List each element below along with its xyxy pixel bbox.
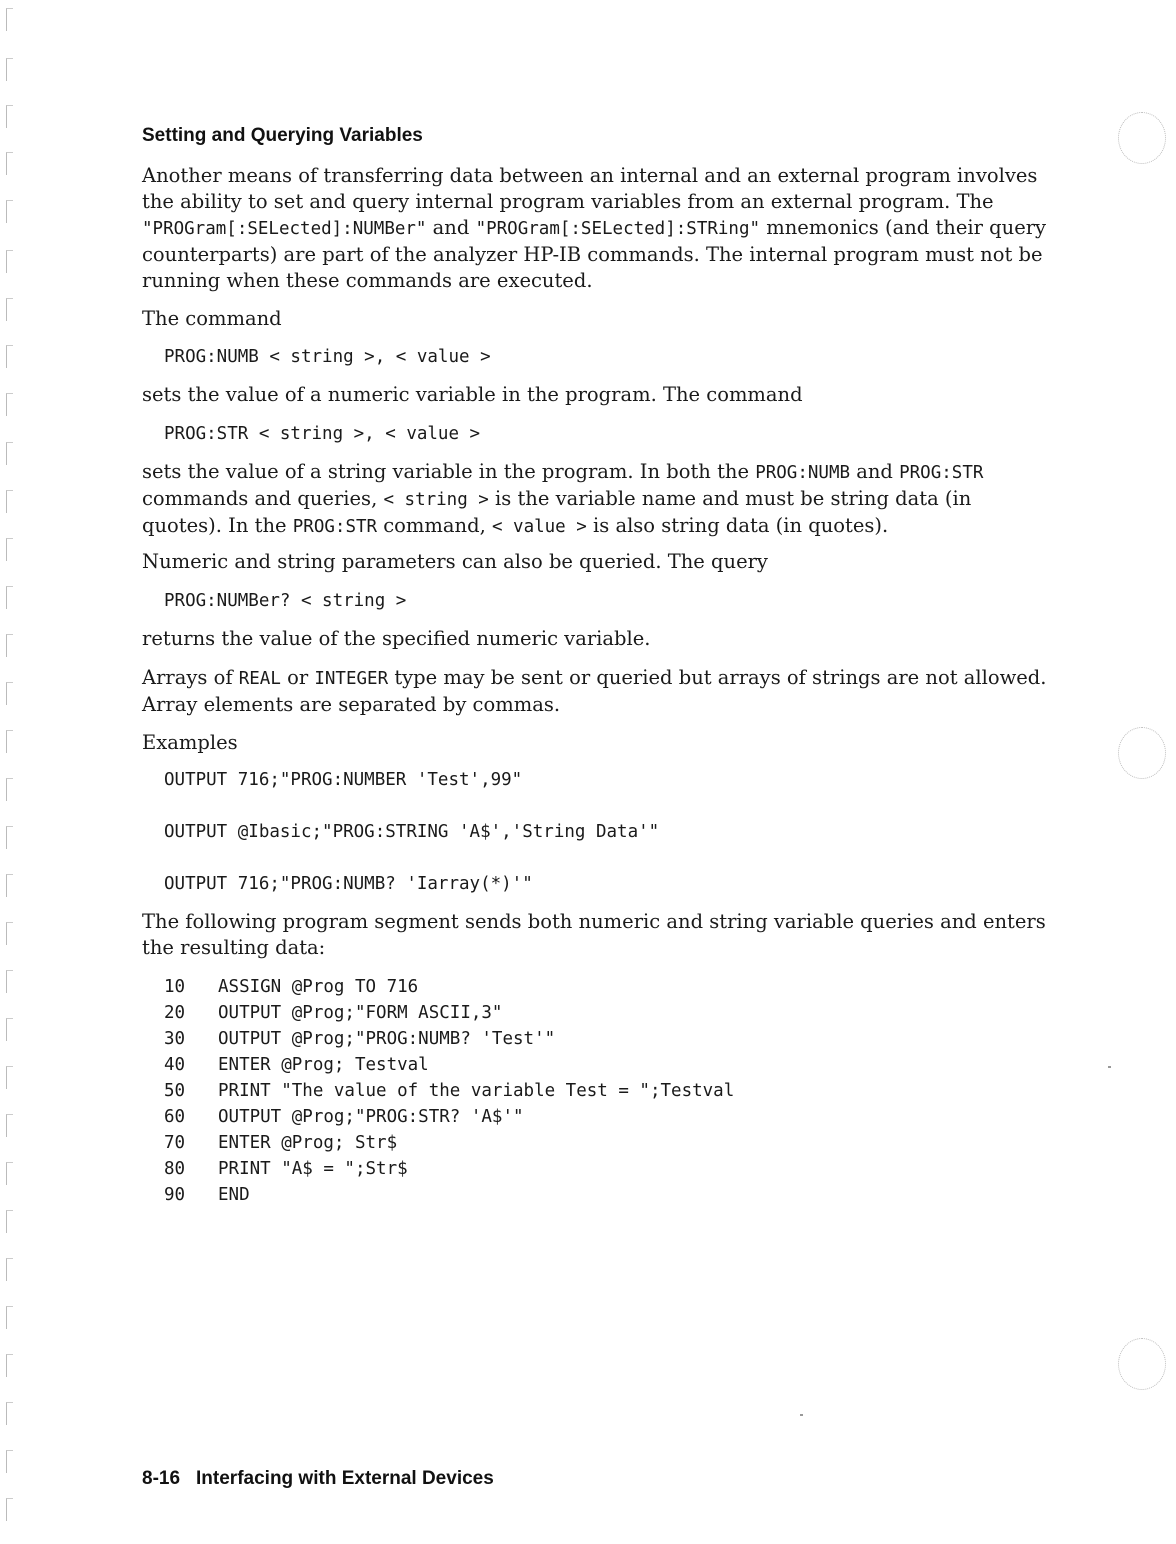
- prog-numb-query-command: PROG:NUMBer? < string >: [164, 591, 407, 611]
- program-line: 80 PRINT "A$ = ";Str$: [164, 1159, 408, 1179]
- scan-edge-mark: [6, 682, 13, 705]
- sets-string-paragraph: sets the value of a string variable in the program. In both the PROG:NUMB and PROG:STR commands and queries, < string > is the variable name and must be string data (in quotes). In the PROG:STR command, < value > is also string data (in quotes).: [142, 460, 984, 537]
- program-line: 40 ENTER @Prog; Testval: [164, 1055, 429, 1075]
- scan-edge-mark: [6, 105, 13, 128]
- scan-edge-mark: [6, 1402, 13, 1425]
- page-footer: [142, 1468, 494, 1490]
- examples-label: Examples: [142, 731, 238, 754]
- program-line: 50 PRINT "The value of the variable Test = ";Testval: [164, 1081, 735, 1101]
- scan-edge-mark: [6, 970, 13, 993]
- scan-speck: [1108, 1066, 1111, 1068]
- scan-edge-mark: [6, 1354, 13, 1377]
- prog-str-command: PROG:STR < string >, < value >: [164, 424, 481, 444]
- scan-edge-mark: [6, 874, 13, 897]
- scan-edge-mark: [6, 1162, 13, 1185]
- program-line: 20 OUTPUT @Prog;"FORM ASCII,3": [164, 1003, 503, 1023]
- scan-edge-mark: [6, 1066, 13, 1089]
- example-line: OUTPUT @Ibasic;"PROG:STRING 'A$','String Data'": [164, 822, 660, 842]
- scan-edge-mark: [6, 1258, 13, 1281]
- scan-edge-mark: [6, 538, 13, 561]
- scan-edge-mark: [6, 250, 13, 273]
- sets-numeric-text: sets the value of a numeric variable in the program. The command: [142, 383, 803, 406]
- punch-hole: [1118, 112, 1166, 164]
- scan-edge-mark: [6, 393, 13, 416]
- scan-edge-mark: [6, 1114, 13, 1137]
- scan-edge-mark: [6, 1450, 13, 1473]
- scan-edge-mark: [6, 778, 13, 801]
- scan-edge-mark: [6, 634, 13, 657]
- program-line: 70 ENTER @Prog; Str$: [164, 1133, 398, 1153]
- scan-edge-mark: [6, 152, 13, 175]
- the-command-text: The command: [142, 307, 282, 330]
- program-line: 30 OUTPUT @Prog;"PROG:NUMB? 'Test'": [164, 1029, 556, 1049]
- scan-edge-mark: [6, 490, 13, 513]
- scan-edge-mark: [6, 442, 13, 465]
- scan-edge-mark: [6, 586, 13, 609]
- scan-edge-mark: [6, 1306, 13, 1329]
- scan-edge-mark: [6, 1210, 13, 1233]
- chapter-title: Interfacing with External Devices: [196, 1468, 494, 1489]
- punch-hole: [1118, 727, 1166, 779]
- prog-numb-command: PROG:NUMB < string >, < value >: [164, 347, 491, 367]
- example-line: OUTPUT 716;"PROG:NUMB? 'Iarray(*)'": [164, 874, 533, 894]
- scan-edge-mark: [6, 345, 13, 368]
- section-heading: Setting and Querying Variables: [142, 125, 423, 146]
- following-paragraph: The following program segment sends both numeric and string variable queries and enters the resulting data:: [142, 910, 1046, 959]
- scan-edge-mark: [6, 922, 13, 945]
- scan-edge-mark: [6, 58, 13, 81]
- program-line: 90 END: [164, 1185, 250, 1205]
- scan-edge-mark: [6, 298, 13, 321]
- punch-hole: [1118, 1338, 1166, 1390]
- returns-text: returns the value of the specified numeric variable.: [142, 627, 651, 650]
- page-number: 8-16: [142, 1468, 181, 1489]
- scan-speck: [800, 1414, 803, 1416]
- intro-paragraph: Another means of transferring data between an internal and an external program involves the ability to set and query internal program variables from an external program. The "PROGram[:SELected]:NUMBer" and "PROGram[:SELected]:STRing" mnemonics (and their query counterparts) are part of the analyzer HP-IB commands. The internal program must not be running when these commands are executed.: [142, 164, 1047, 292]
- scan-edge-mark: [6, 1018, 13, 1041]
- program-line: 60 OUTPUT @Prog;"PROG:STR? 'A$'": [164, 1107, 524, 1127]
- arrays-paragraph: Arrays of REAL or INTEGER type may be sent or queried but arrays of strings are not allowed. Array elements are separated by commas.: [142, 666, 1047, 716]
- scan-edge-mark: [6, 8, 13, 31]
- numeric-query-text: Numeric and string parameters can also be queried. The query: [142, 550, 768, 573]
- scan-edge-mark: [6, 1498, 13, 1521]
- program-listing: [164, 974, 734, 1208]
- scan-edge-mark: [6, 200, 13, 223]
- scan-edge-mark: [6, 730, 13, 753]
- program-line: 10 ASSIGN @Prog TO 716: [164, 977, 419, 997]
- example-line: OUTPUT 716;"PROG:NUMBER 'Test',99": [164, 770, 523, 790]
- scan-edge-mark: [6, 826, 13, 849]
